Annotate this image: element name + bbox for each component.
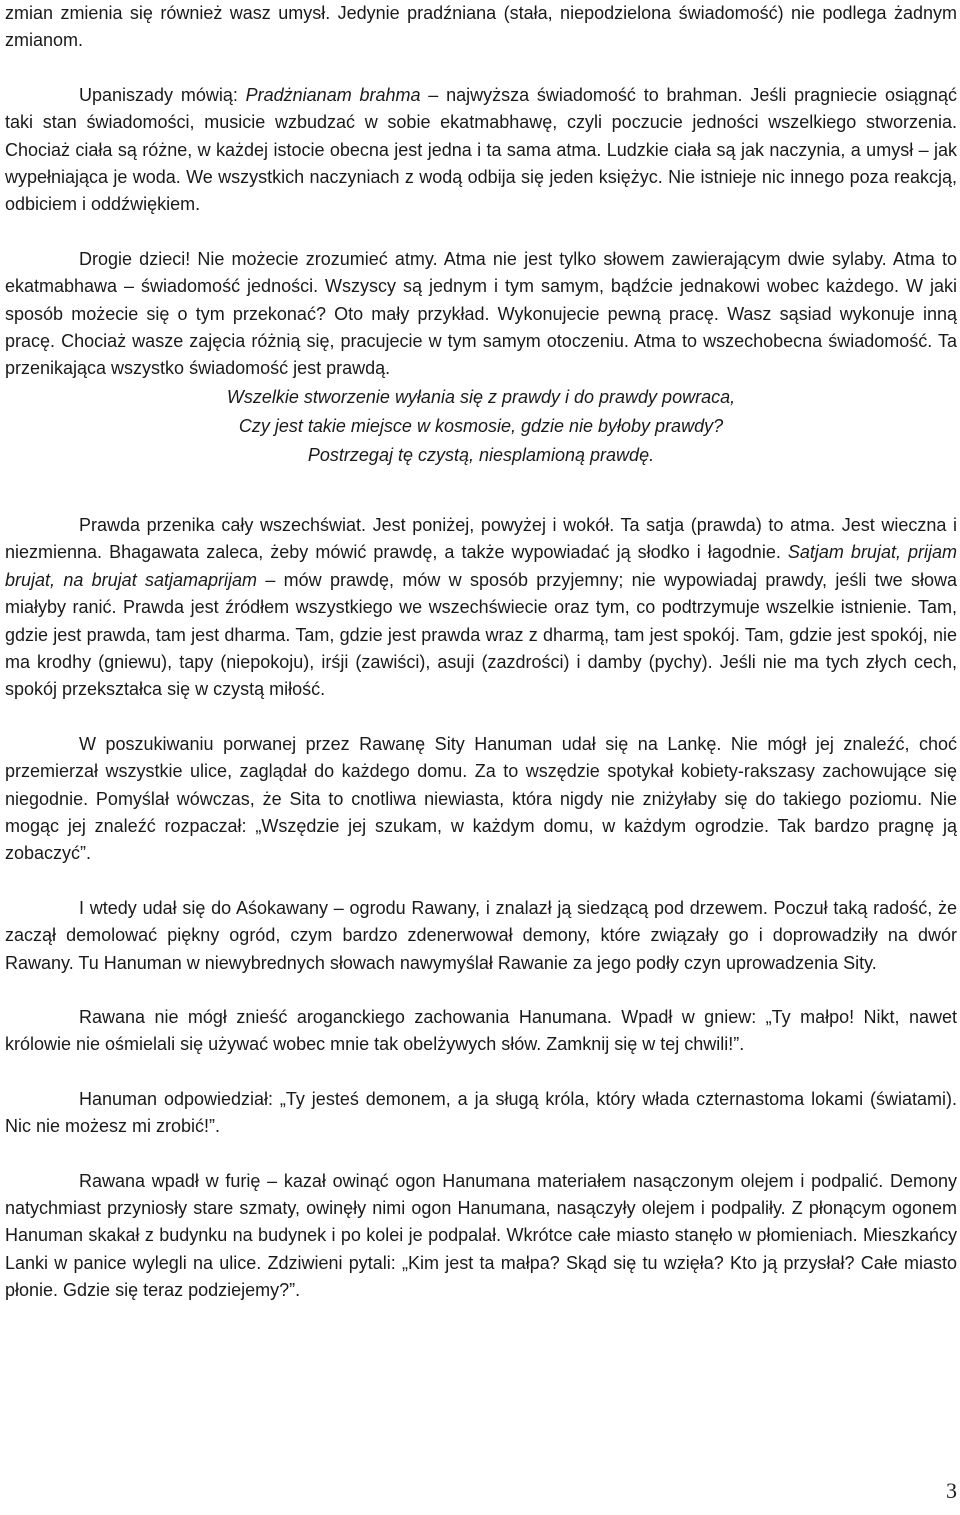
paragraph-5: W poszukiwaniu porwanej przez Rawanę Sity Hanuman udał się na Lankę. Nie mógł jej znaleźć, choć przemierzał wszystkie ulice, zaglądał do każdego domu. Za to wszędzie spotykał kobiety-rakszasy zachowujące się niegodnie. Pomyślał wówczas, że Sita to cnotliwa niewiasta, która nigdy nie zniżyłaby się do takiego poziomu. Nie mogąc jej znaleźć rozpaczał: „Wszędzie jej szukam, w każdym domu, w każdym ogrodzie. Tak bardzo pragnę ją zobaczyć”.: [5, 733, 957, 864]
paragraph-4-text-b: – mów prawdę, mów w sposób przyjemny; nie wypowiadaj prawdy, jeśli twe słowa miałyby ranić. Prawda jest źródłem wszystkiego we wszechświecie oraz tym, co podtrzymuje wszelkie istnienie. Tam, gdzie jest prawda, tam jest dharma. Tam, gdzie jest prawda wraz z dharmą, tam jest spokój. Tam, gdzie jest spokój, nie ma krodhy (gniewu), tapy (niepokoju), irśji (zawiści), asuji (zazdrości) i damby (pychy). Jeśli nie ma tych złych cech, spokój przekształca się w czystą miłość.: [5, 569, 957, 700]
paragraph-2-text-a: Upaniszady mówią:: [79, 84, 246, 105]
paragraph-9: Rawana wpadł w furię – kazał owinąć ogon Hanumana materiałem nasączonym olejem i podpalić. Demony natychmiast przyniosły stare szmaty, owinęły nimi ogon Hanumana, nasączyły olejem i podpaliły. Z płonącym ogonem Hanuman skakał z budynku na budynek i po kolei je podpalał. Wkrótce całe miasto stanęło w płomieniach. Mieszkańcy Lanki w panice wylegli na ulice. Zdziwieni pytali: „Kim jest ta małpa? Skąd się tu wzięła? Kto ją przysłał? Całe miasto płonie. Gdzie się teraz podziejemy?”.: [5, 1170, 957, 1301]
paragraph-2: [5, 82, 957, 219]
paragraph-4-emphasis: Satjam brujat, prijam brujat, na brujat satjamaprijam: [5, 542, 958, 590]
paragraph-3: Drogie dzieci! Nie możecie zrozumieć atmy. Atma nie jest tylko słowem zawierającym dwie sylaby. Atma to ekatmabhawa – świadomość jedności. Wszyscy są jednym i tym samym, bądźcie jednakowi wobec każdego. W jaki sposób możecie się o tym przekonać? Oto mały przykład. Wykonujecie pewną pracę. Wasz sąsiad wykonuje inną pracę. Chociaż wasze zajęcia różnią się, pracujecie w tym samym otoczeniu. Atma to wszechobecna świadomość. Ta przenikająca wszystko świadomość jest prawdą.: [5, 248, 957, 379]
quote-line-1: Wszelkie stworzenie wyłania się z prawdy i do prawdy powraca,: [226, 386, 736, 407]
paragraph-1: zmian zmienia się również wasz umysł. Jedynie pradźniana (stała, niepodzielona świadomość) nie podlega żadnym zmianom.: [5, 3, 957, 51]
quote-line-3: Postrzegaj tę czystą, niesplamioną prawdę.: [307, 444, 655, 465]
poem-quote: [5, 383, 957, 470]
paragraph-4: [5, 512, 957, 704]
paragraph-8: Hanuman odpowiedział: „Ty jesteś demonem, a ja sługą króla, który włada czternastoma lokami (światami). Nic nie możesz mi zrobić!”.: [5, 1088, 957, 1137]
paragraph-4-text-a: Prawda przenika cały wszechświat. Jest poniżej, powyżej i wokół. Ta satja (prawda) to atma. Jest wieczna i niezmienna. Bhagawata zaleca, żeby mówić prawdę, a także wypowiadać ją słodko i łagodnie.: [5, 514, 957, 563]
paragraph-6: I wtedy udał się do Aśokawany – ogrodu Rawany, i znalazł ją siedzącą pod drzewem. Poczuł taką radość, że zaczął demolować piękny ogród, czym bardzo zdenerwował demony, które związały go i doprowadziły na dwór Rawany. Tu Hanuman w niewybrednych słowach nawymyślał Rawanie za jego podły czyn uprowadzenia Sity.: [5, 897, 957, 973]
paragraph-2-text-b: – najwyższa świadomość to brahman. Jeśli pragniecie osiągnąć taki stan świadomości, musicie wzbudzać w sobie ekatmabhawę, czyli poczucie jedności wszelkiego stworzenia. Chociaż ciała są różne, w każdej istocie obecna jest jedna i ta sama atma. Ludzkie ciała są jak naczynia, a umysł – jak wypełniająca je woda. We wszystkich naczyniach z wodą odbija się jeden księżyc. Nie istnieje nic innego poza reakcją, odbiciem i oddźwiękiem.: [5, 84, 957, 215]
paragraph-2-emphasis: Pradżnianam brahma: [245, 84, 421, 105]
page-number: 3: [946, 1478, 957, 1503]
quote-line-2: Czy jest takie miejsce w kosmosie, gdzie nie byłoby prawdy?: [238, 415, 724, 436]
paragraph-7: Rawana nie mógł znieść aroganckiego zachowania Hanumana. Wpadł w gniew: „Ty małpo! Nikt, nawet królowie nie ośmielali się używać wobec mnie tak obelżywych słów. Zamknij się w tej chwili!”.: [5, 1006, 957, 1055]
